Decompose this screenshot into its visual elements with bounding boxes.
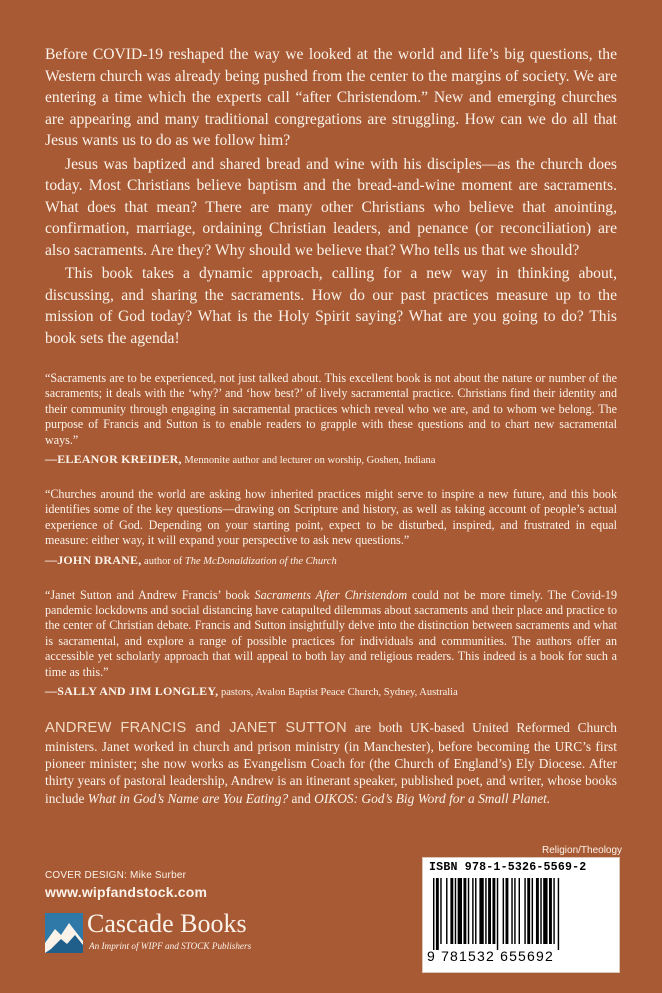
author-book-2: OIKOS: God’s Big Word for a Small Planet. — [314, 790, 551, 806]
barcode-bar — [433, 878, 434, 950]
barcode-bar — [497, 878, 498, 950]
publisher-website: www.wipfandstock.com — [45, 884, 208, 900]
barcode-bar — [458, 878, 462, 944]
endorsement-text-start: “Janet Sutton and Andrew Francis’ book — [45, 587, 255, 602]
barcode-bar — [463, 878, 466, 944]
barcode-bar — [468, 878, 469, 944]
author-bio-text — [45, 719, 617, 807]
barcode-bar — [511, 878, 512, 944]
barcode-bar — [519, 878, 520, 944]
endorser-book-title: The McDonaldization of the Church — [184, 555, 337, 567]
endorsement-drane — [45, 487, 617, 569]
endorser-name: —ELEANOR KREIDER, — [45, 452, 182, 467]
blurb-paragraph-1: Before COVID-19 reshaped the way we looked at the world and life’s big questions, the Western church was already being pushed from the center to the margins of society. We are entering a time which the experts call “after Christendom.” New and emerging churches are appearing and many traditional congregations are struggling. How can we do all that Jesus wants us to do as we follow him? — [45, 46, 617, 149]
blurb-paragraph-3: This book takes a dynamic approach, calling for a new way in thinking about, discussing, and sharing the sacraments. How do our past practices measure up to the mission of God today? What is the Holy Spirit saying? What are you going to do? This book sets the agenda! — [45, 265, 617, 347]
endorsement-kreider — [45, 371, 617, 468]
barcode-bar — [472, 878, 473, 944]
endorsement-text: “Churches around the world are asking how inherited practices might serve to inspire a new future, and this book identifies some of the key questions—drawing on Scripture and history, as well as taking account of people’s actual experience of God. Depending on your starting point, expect to be disturbed, inspired, and frustrated in equal measure: either way, it will expand your perspective to ask new questions.” — [45, 487, 617, 548]
endorsement-text: “Sacraments are to be experienced, not just talked about. This excellent book is not about the nature or number of the sacraments; it deals with the ‘why?’ and ‘how best?’ of lively sacramental practice. Christians find their identity and their community through engaging in sacramental practices which reveal who we are, and to whom we belong. The purpose of Francis and Sutton is to enable readers to grapple with these questions and to chart new sacramental ways.” — [45, 371, 617, 447]
barcode-bar — [532, 878, 533, 944]
barcode-bar — [503, 878, 504, 944]
barcode-bar — [479, 878, 483, 944]
endorsement-book-title: Sacraments After Christendom — [254, 587, 408, 602]
barcode-bar — [506, 878, 509, 944]
endorsement-text-end: could not be more timely. The Covid-19 pandemic lockdowns and social distancing have catapulted dilemmas about sacraments and their place and practice to the center of Christian debate. Francis and Sutton insightfully delve into the distinction between sacraments and what is sacramental, and explore a range of possible practices for individuals and communities. The authors offer an accessible yet scholarly approach that will appeal to both lay and religious readers. This indeed is a book for such a time as this.” — [45, 587, 617, 679]
endorsement-text — [45, 588, 617, 680]
author-names: ANDREW FRANCIS and JANET SUTTON — [45, 720, 347, 737]
publisher-tagline: An Imprint of WIPF and STOCK Publishers — [89, 941, 252, 951]
barcode-bar — [440, 878, 441, 944]
barcode-bar — [450, 878, 453, 944]
author-bio-body: are both UK-based United Reformed Church ministers. Janet worked in church and prison ministry (in Manchester), before becoming the URC’s first pioneer minister; she now works as Evangelism Coach for (the Church of England’s) Ely Diocese. After thirty years of pastoral leadership, Andrew is an itinerant speaker, published poet, and writer, whose books include — [45, 720, 617, 806]
blurb — [45, 44, 617, 349]
barcode-bar — [536, 878, 539, 944]
barcode-bar — [492, 878, 495, 944]
author-bio-and: and — [288, 790, 315, 806]
barcode-icon — [431, 878, 611, 950]
author-bio — [45, 719, 617, 807]
barcode-bar — [527, 878, 530, 944]
back-cover-text — [45, 44, 617, 807]
barcode-bar — [485, 878, 486, 944]
endorsement-attribution — [45, 553, 617, 569]
isbn-barcode — [422, 857, 620, 973]
barcode-bar — [514, 878, 515, 944]
endorsement-attribution — [45, 684, 617, 700]
barcode-bar — [475, 878, 476, 944]
endorsement-attribution — [45, 452, 617, 468]
barcode-bar — [446, 878, 447, 944]
mountain-logo-icon — [45, 913, 83, 953]
endorsement-longley — [45, 588, 617, 700]
barcode-bar — [549, 878, 552, 944]
barcode-bar — [524, 878, 525, 944]
genre-label: Religion/Theology — [542, 845, 623, 856]
barcode-bar — [558, 878, 559, 950]
endorser-role: Mennonite author and lecturer on worship, Goshen, Indiana — [181, 455, 436, 467]
barcode-bar — [540, 878, 541, 944]
isbn-digits: 9 781532 655692 — [427, 948, 554, 964]
blurb-paragraph-2: Jesus was baptized and shared bread and wine with his disciples—as the church does today. Most Christians believe baptism and the bread-and-wine moment are sacraments. What does that mean? There are many other Christians who believe that anointing, confirmation, marriage, ordaining Christian leaders, and penance (or reconciliation) are also sacraments. Are they? Why should we believe that? Who tells us that we should? — [45, 155, 617, 259]
barcode-bar — [488, 878, 491, 944]
endorser-role: pastors, Avalon Baptist Peace Church, Sydney, Australia — [218, 687, 458, 699]
author-book-1: What in God’s Name are You Eating? — [87, 790, 289, 806]
endorser-name: —SALLY AND JIM LONGLEY, — [45, 684, 219, 699]
isbn-label: ISBN 978-1-5326-5569-2 — [429, 861, 587, 874]
barcode-bar — [455, 878, 456, 944]
barcode-bar — [436, 878, 439, 950]
barcode-bar — [553, 878, 554, 944]
endorser-name: —JOHN DRANE, — [45, 552, 142, 567]
credits — [45, 870, 207, 900]
endorser-role: author of — [141, 555, 185, 567]
cover-design-credit: COVER DESIGN: Mike Surber — [45, 870, 187, 881]
publisher-logo — [45, 911, 285, 959]
barcode-bar — [543, 878, 547, 944]
publisher-name: Cascade Books — [87, 909, 247, 938]
